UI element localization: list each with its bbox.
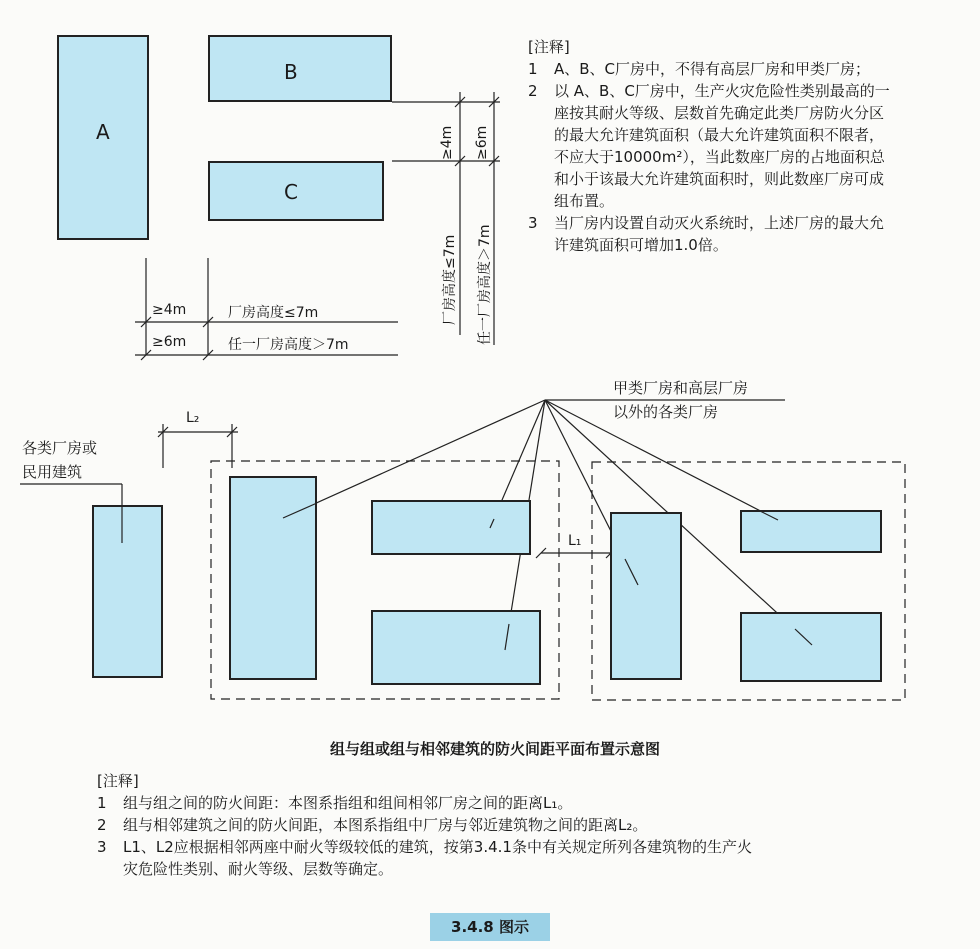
- top-note-1-text: A、B、C厂房中，不得有高层厂房和甲类厂房；: [554, 60, 871, 78]
- top-note-2-line: 和小于该最大允许建筑面积时，则此数座厂房可成: [554, 170, 885, 188]
- dim-gt7-horizontal: 任一厂房高度＞7m: [228, 337, 349, 353]
- bottom-note-2-text: 组与相邻建筑之间的防火间距，本图系指组中厂房与邻近建筑物之间的距离L₂。: [123, 816, 648, 834]
- top-note-2-line: 的最大允许建筑面积（最大允许建筑面积不限者，: [554, 126, 885, 144]
- dim-ge6-horizontal: ≥6m: [152, 334, 187, 350]
- bottom-note-3: [97, 836, 957, 880]
- top-note-2-line: 以 A、B、C厂房中，生产火灾危险性类别最高的一: [554, 82, 890, 100]
- dim-le7-horizontal: 厂房高度≤7m: [228, 305, 319, 321]
- top-note-3-num: 3: [528, 214, 538, 232]
- side-label-line2: 民用建筑: [22, 463, 83, 481]
- top-note-2-line: 组布置。: [554, 192, 615, 210]
- callout-label-line2: 以外的各类厂房: [613, 403, 719, 421]
- bottom-note-1-text: 组与组之间的防火间距：本图系指组和组间相邻厂房之间的距离L₁。: [123, 794, 573, 812]
- top-notes-heading: [注释]: [528, 38, 570, 56]
- callout-leader-end: [760, 511, 778, 520]
- figure-label-badge: 3.4.8 图示: [430, 913, 550, 941]
- building-c-label: C: [284, 180, 298, 204]
- dim-ge4-horizontal: ≥4m: [152, 302, 187, 318]
- callout-leader-end: [795, 629, 812, 645]
- dim-ge6-vertical: ≥6m: [474, 125, 490, 160]
- top-note-3-line: 许建筑面积可增加1.0倍。: [554, 236, 728, 254]
- bottom-note-2: [97, 814, 957, 836]
- building-a-label: A: [96, 120, 110, 144]
- top-note-3-line: 当厂房内设置自动灭火系统时，上述厂房的最大允: [554, 214, 885, 232]
- callout-leader-end: [505, 624, 509, 650]
- callout-leader-end: [625, 559, 638, 585]
- dim-le7-vertical: 厂房高度≤7m: [442, 234, 458, 325]
- bottom-note-3-line: 灾危险性类别、耐火等级、层数等确定。: [123, 860, 394, 878]
- top-note-1-num: 1: [528, 60, 538, 78]
- callout-label-line1: 甲类厂房和高层厂房: [613, 379, 749, 397]
- bottom-note-2-num: 2: [97, 816, 107, 834]
- top-note-2-num: 2: [528, 82, 538, 100]
- callout-leader-end: [283, 503, 317, 518]
- top-note-2-line: 不应大于10000m²），当此数座厂房的占地面积总: [554, 148, 885, 166]
- bottom-notes-heading: [注释]: [97, 772, 139, 790]
- l2-label: L₂: [186, 410, 200, 426]
- bottom-note-3-line: L1、L2应根据相邻两座中耐火等级较低的建筑，按第3.4.1条中有关规定所列各建筑物的生产火: [123, 838, 752, 856]
- dim-ge4-vertical: ≥4m: [439, 125, 455, 160]
- callout-leader-end: [490, 519, 494, 528]
- top-note-2-line: 座按其耐火等级、层数首先确定此类厂房防火分区: [554, 104, 885, 122]
- bottom-note-1: [97, 792, 957, 814]
- dim-gt7-vertical: 任一厂房高度＞7m: [477, 224, 493, 345]
- building-b-label: B: [284, 60, 298, 84]
- side-label-line1: 各类厂房或: [22, 439, 98, 457]
- bottom-note-3-num: 3: [97, 838, 107, 856]
- l1-label: L₁: [568, 533, 582, 549]
- figure-caption: 组与组或组与相邻建筑的防火间距平面布置示意图: [330, 740, 661, 758]
- bottom-notes: [97, 770, 957, 880]
- bottom-note-1-num: 1: [97, 794, 107, 812]
